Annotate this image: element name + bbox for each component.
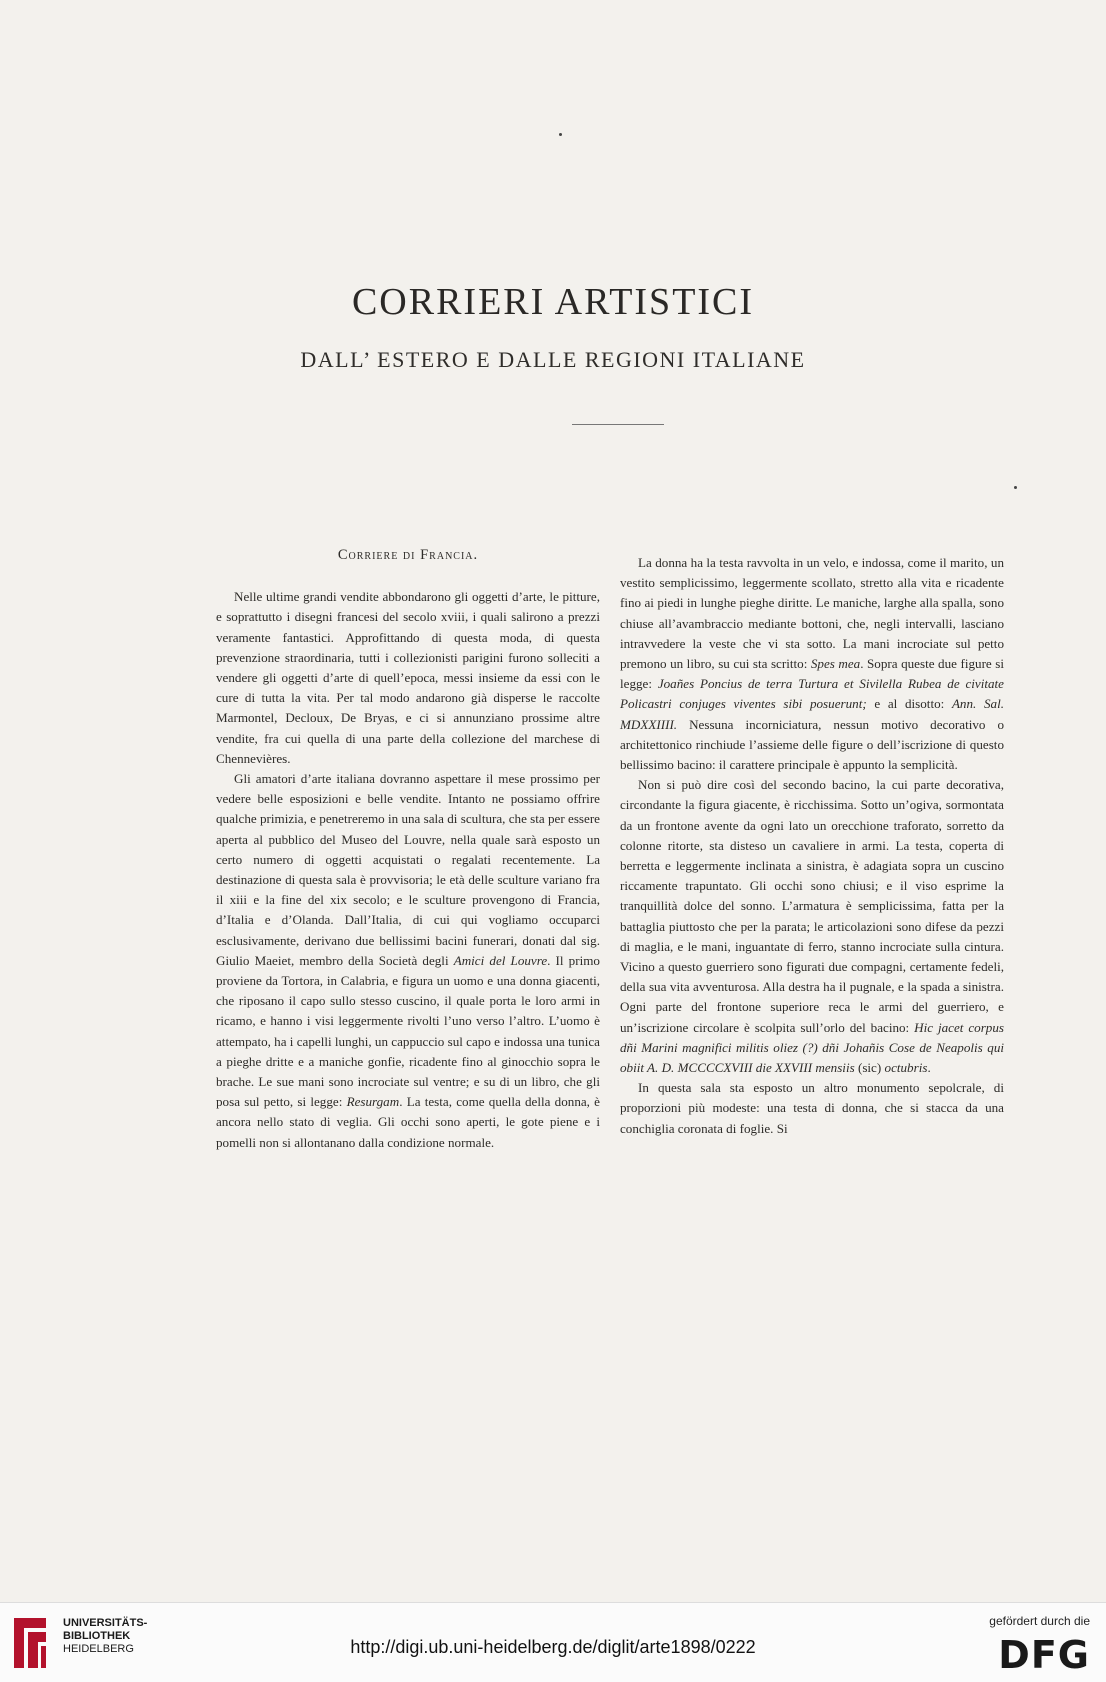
paragraph: Nelle ultime grandi vendite abbondarono gli oggetti d’arte, le pitture, e soprattutto i disegni francesi del secolo xviii, i quali salirono a prezzi veramente fantastici. Approfittando di questa moda, di questa prevenzione straordinaria, tutti i collezionisti parigini furono solleciti a vendere gli oggetti d’arte di quell’epoca, messi insieme da essi con le cure di tutta la vita. Per tal modo andarono già disperse le raccolte Marmontel, Decloux, De Bryas, e ci si annunziano prossime altre vendite, fra cui quella di una parte della collezione del marchese di Chennevières. bbox=[216, 589, 600, 766]
title-divider bbox=[572, 424, 664, 425]
italic-text: Spes mea bbox=[810, 656, 861, 672]
page-subtitle: DALL’ ESTERO E DALLE REGIONI ITALIANE bbox=[300, 347, 806, 372]
permalink-url[interactable]: http://digi.ub.uni-heidelberg.de/diglit/arte1898/0222 bbox=[350, 1637, 756, 1657]
text-run: e al disotto: bbox=[866, 696, 952, 712]
italic-text: Amici del Louvre bbox=[453, 952, 548, 968]
italic-text: Hic jacet corpus dñi Marini magnifici militis oliez (?) dñi Johañis Cose de Neapolis qui obiit A. D. MCCCCXVIII die XXVIII mensiis bbox=[620, 1019, 1004, 1076]
library-name-line: BIBLIOTHEK bbox=[63, 1630, 131, 1642]
page-title: CORRIERI ARTISTICI bbox=[351, 281, 755, 323]
text-run: . bbox=[927, 1060, 931, 1076]
section-heading: Corriere di Francia. bbox=[337, 547, 479, 563]
text-run: . Il primo proviene da Tortora, in Calabria, e figura un uomo e una donna giacenti, che riposano il capo sullo stesso cuscino, il quale porta le loro armi in ricamo, e hanno i visi leggermente rivolti l’uno verso l’altro. L’uomo è attempato, ha i capelli lunghi, un cappuccio sul capo e indossa una tunica a pieghe dritte e a maniche gonfie, ricadente fino al ginocchio sopra le brache. Le sue mani sono incrociate sul ventre; e su di un libro, che gli posa sul petto, si legge: bbox=[216, 952, 600, 1110]
text-run: . La testa, come quella della donna, è ancora nello stato di veglia. Gli occhi sono aperti, le gote piene e i pomelli non si allontanano dalla condizione normale. bbox=[216, 1094, 600, 1150]
right-column bbox=[620, 553, 1004, 1139]
text-run: La donna ha la testa ravvolta in un velo, e indossa, come il marito, un vestito semplicissimo, leggermente scollato, stretto alla vita e ricadente fino ai piedi in lunghe pieghe diritte. Le maniche, larghe alla spalla, sono chiuse all’avambraccio mediante bottoni, che, negli intervalli, lasciano intravvedere la veste che vi sta sotto. La mani incrociate sul petto premono un libro, su cui sta scritto: bbox=[620, 555, 1004, 672]
text-run: Nessuna incorniciatura, nessun motivo decorativo o architettonico rinchiude l’assieme delle figure o dell’iscrizione di questo bellissimo bacino: il carattere principale è appunto la semplicità. bbox=[620, 716, 1004, 773]
italic-text: octubris bbox=[884, 1060, 928, 1076]
library-name-line: UNIVERSITÄTS- bbox=[63, 1617, 148, 1629]
italic-text: Ann. Sal. MDXXIIII. bbox=[620, 696, 1004, 732]
italic-text: Joañes Poncius de terra Turtura et Sivilella Rubea de civitate Policastri conjuges viventes sibi posuerunt; bbox=[620, 676, 1004, 712]
sponsor-label: gefördert durch die bbox=[989, 1614, 1090, 1628]
scan-speck bbox=[559, 133, 562, 136]
footer-bar bbox=[0, 1602, 1106, 1682]
italic-text: Resurgam bbox=[346, 1094, 400, 1110]
text-run: Non si può dire così del secondo bacino, la cui parte decorativa, circondante la figura giacente, è ricchissima. Sotto un’ogiva, sormontata da un frontone avente da ogni lato un orecchione traforato, sorretto da colonne ritorte, sta disteso un cavaliere in armi. La testa, coperta di berretta e leggermente inclinata a sinistra, è adagiata sopra un cuscino riccamente trapuntato. Gli occhi sono chiusi; e il viso esprime la tranquillità dolce del sonno. L’armatura è semplicissima, fatta per la battaglia piuttosto che per la parata; le articolazioni sono difese da pezzi di maglia, e le mani, inguantate di ferro, stanno incrociate sulla cintura. Vicino a questo guerriero sono figurati due compagni, certamente fedeli, della sua vita avventurosa. Alla destra ha il pugnale, e la spada a sinistra. Ogni parte del frontone superiore reca le armi del guerriero, e un’iscrizione circolare è scolpita sull’orlo del bacino: bbox=[620, 777, 1004, 1035]
paragraph bbox=[216, 769, 600, 1153]
text-run: (sic) bbox=[854, 1060, 885, 1076]
left-column bbox=[216, 545, 600, 1153]
library-name-line: HEIDELBERG bbox=[63, 1643, 134, 1655]
dfg-logo[interactable]: DFG bbox=[998, 1633, 1090, 1677]
text-run: Gli amatori d’arte italiana dovranno aspettare il mese prossimo per vedere belle esposizioni e belle vendite. Intanto ne possiamo offrire qualche primizia, e penetreremo in una sala di scultura, che sta per essere aperta al pubblico del Museo del Louvre, nella quale sarà esposto un certo numero di oggetti acquistati o regalati recentemente. La destinazione di questa sala è provvisoria; le età delle sculture variano fra il xiii e la fine del xix secolo; e le sculture provengono di Francia, d’Italia e d’Olanda. Dall’Italia, di cui qui vogliamo occuparci esclusivamente, derivano due bellissimi bacini funerari, donati dal sig. Giulio Maeiet, membro della Società degli bbox=[216, 771, 600, 968]
text-run: . Sopra queste due figure si legge: bbox=[620, 656, 1004, 692]
paragraph: In questa sala sta esposto un altro monumento sepolcrale, di proporzioni più modeste: una testa di donna, che si stacca da una conchiglia coronata di foglie. Si bbox=[620, 1080, 1004, 1136]
scan-speck bbox=[1014, 486, 1017, 489]
paragraph bbox=[620, 553, 1004, 775]
paragraph bbox=[620, 775, 1004, 1078]
